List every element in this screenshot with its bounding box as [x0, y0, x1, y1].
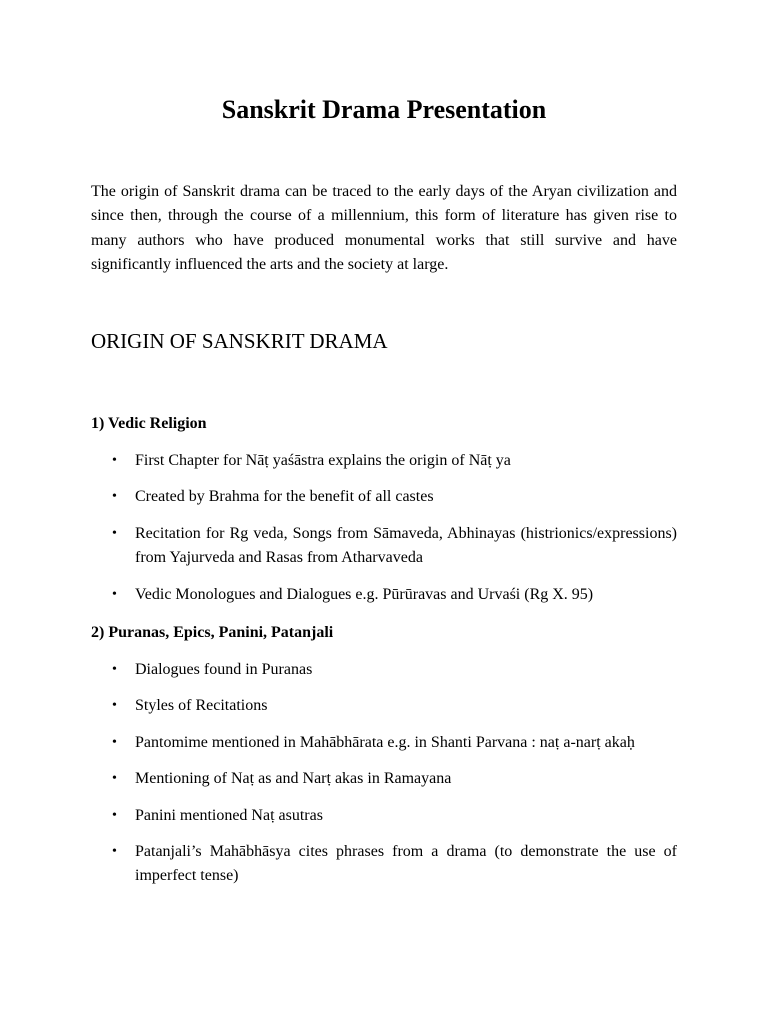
list-item — [91, 658, 677, 682]
subsection-heading-puranas-epics: 2) Puranas, Epics, Panini, Patanjali — [91, 624, 334, 641]
list-item-text: Vedic Monologues and Dialogues e.g. Pūrūravas and Urvaśi (Rg X. 95) — [135, 585, 594, 603]
list-item-text: Panini mentioned Naṭ asutras — [135, 806, 323, 824]
bullet-icon: • — [112, 698, 117, 714]
bullet-list-puranas-epics — [91, 658, 677, 889]
bullet-icon: • — [112, 771, 117, 787]
bullet-icon: • — [112, 489, 117, 505]
list-item — [91, 804, 677, 828]
list-item — [91, 583, 677, 607]
list-item — [91, 449, 677, 473]
list-item-text: First Chapter for Nāṭ yaśāstra explains the origin of Nāṭ ya — [135, 452, 511, 469]
bullet-icon: • — [112, 807, 117, 823]
list-item-text: Dialogues found in Puranas — [135, 661, 313, 678]
section-heading: ORIGIN OF SANSKRIT DRAMA — [91, 329, 388, 353]
bullet-icon: • — [112, 844, 117, 860]
list-item — [91, 840, 677, 889]
bullet-icon: • — [112, 453, 117, 468]
list-item — [91, 522, 677, 571]
list-item — [91, 694, 677, 718]
bullet-icon: • — [112, 734, 117, 750]
subsection-heading-vedic-religion: 1) Vedic Religion — [91, 415, 207, 432]
list-item-text: Pantomime mentioned in Mahābhārata e.g. in Shanti Parvana : naṭ a-narṭ akaḥ — [135, 733, 635, 751]
list-item-text: Created by Brahma for the benefit of all castes — [135, 488, 434, 506]
bullet-icon: • — [112, 662, 117, 677]
list-item — [91, 731, 677, 755]
bullet-icon: • — [112, 525, 117, 541]
bullet-list-vedic-religion — [91, 449, 677, 607]
page-title: Sanskrit Drama Presentation — [221, 95, 547, 124]
bullet-icon: • — [112, 586, 117, 602]
list-item — [91, 485, 677, 509]
list-item — [91, 767, 677, 791]
list-item-text: Recitation for Rg veda, Songs from Sāmaveda, Abhinayas (histrionics/expressions) from Yajurveda and Rasas from Atharvaveda — [135, 524, 677, 567]
intro-paragraph: The origin of Sanskrit drama can be traced to the early days of the Aryan civilization and since then, through the course of a millennium, this form of literature has given rise to many authors who have produced monumental works that still survive and have significantly influenced the arts and the society at large. — [91, 183, 677, 274]
list-item-text: Styles of Recitations — [135, 697, 268, 715]
list-item-text: Mentioning of Naṭ as and Narṭ akas in Ramayana — [135, 770, 452, 788]
list-item-text: Patanjali’s Mahābhāsya cites phrases from a drama (to demonstrate the use of imperfect tense) — [135, 843, 677, 885]
